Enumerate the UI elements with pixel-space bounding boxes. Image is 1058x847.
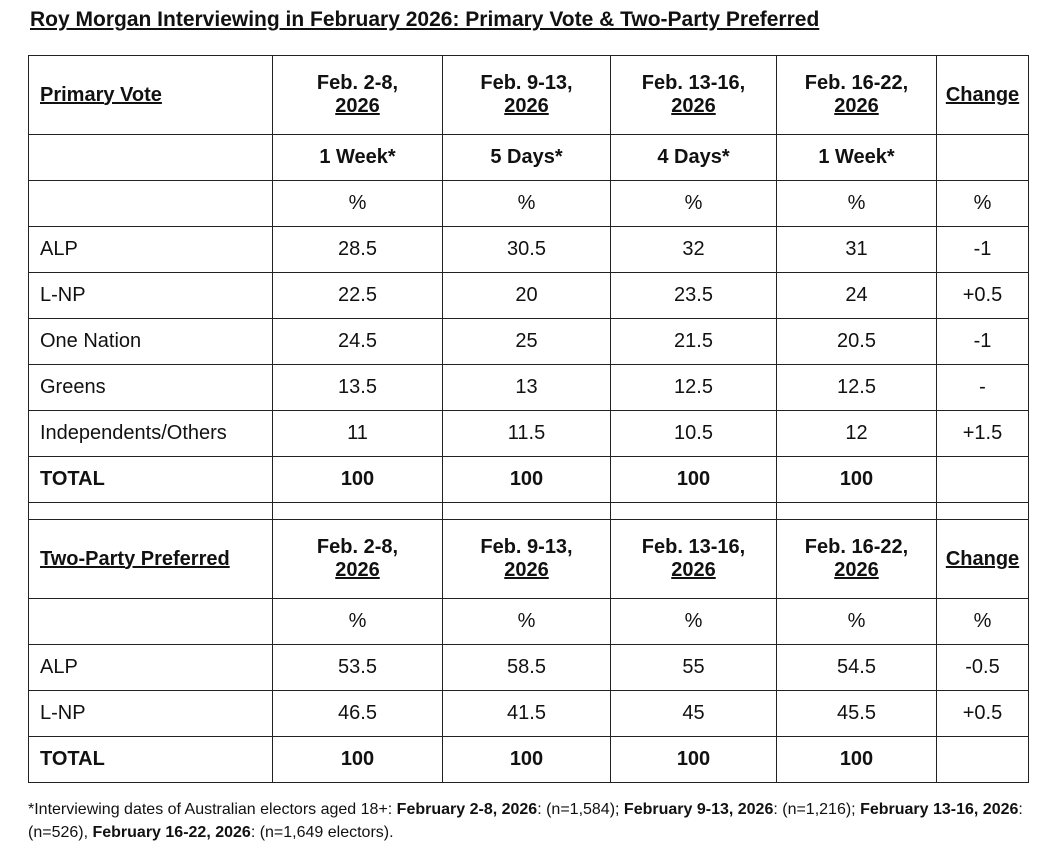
total-value: 100 <box>611 737 777 783</box>
primary-vote-total-row <box>29 457 1029 503</box>
change-label: Change <box>945 83 1020 106</box>
empty-cell <box>777 503 937 520</box>
total-value: 100 <box>273 737 443 783</box>
primary-vote-duration-row <box>29 135 1029 181</box>
footnote-sample: : (n=1,216); <box>773 801 861 818</box>
party-name: Independents/Others <box>29 411 273 457</box>
unit-cell: % <box>937 599 1029 645</box>
table-row <box>29 273 1029 319</box>
party-name: ALP <box>29 227 273 273</box>
period-dates: Feb. 16-22, <box>804 72 909 94</box>
value-cell: 11 <box>273 411 443 457</box>
value-cell: 54.5 <box>777 645 937 691</box>
primary-vote-period-header <box>443 56 611 135</box>
period-dates: Feb. 2-8, <box>316 536 399 558</box>
period-year: 2026 <box>671 559 716 581</box>
empty-cell <box>29 503 273 520</box>
unit-cell: % <box>611 599 777 645</box>
empty-cell <box>29 181 273 227</box>
value-cell: 46.5 <box>273 691 443 737</box>
unit-cell: % <box>443 599 611 645</box>
period-year: 2026 <box>834 559 879 581</box>
value-cell: 58.5 <box>443 645 611 691</box>
primary-vote-period-header <box>777 56 937 135</box>
party-name: One Nation <box>29 319 273 365</box>
two-party-preferred-section-label: Two-Party Preferred <box>29 520 273 599</box>
footnote-sample: : (n=1,649 electors). <box>250 824 394 841</box>
page-title: Roy Morgan Interviewing in February 2026: Primary Vote & Two-Party Preferred <box>30 8 820 31</box>
two-party-preferred-period-header <box>273 520 443 599</box>
change-cell: +0.5 <box>937 273 1029 319</box>
period-year: 2026 <box>335 95 380 117</box>
value-cell: 20.5 <box>777 319 937 365</box>
primary-vote-period-header <box>273 56 443 135</box>
empty-cell <box>611 503 777 520</box>
value-cell: 28.5 <box>273 227 443 273</box>
period-year: 2026 <box>671 95 716 117</box>
table-row <box>29 645 1029 691</box>
unit-cell: % <box>611 181 777 227</box>
value-cell: 21.5 <box>611 319 777 365</box>
footnote <box>28 798 1038 844</box>
table-row <box>29 691 1029 737</box>
value-cell: 31 <box>777 227 937 273</box>
change-label: Change <box>945 547 1020 570</box>
value-cell: 24 <box>777 273 937 319</box>
period-dates: Feb. 13-16, <box>641 536 746 558</box>
total-value: 100 <box>777 457 937 503</box>
party-name: ALP <box>29 645 273 691</box>
party-name: L-NP <box>29 691 273 737</box>
value-cell: 25 <box>443 319 611 365</box>
primary-vote-header-row <box>29 56 1029 135</box>
empty-cell <box>29 135 273 181</box>
primary-vote-period-header <box>611 56 777 135</box>
empty-cell <box>273 503 443 520</box>
party-name: L-NP <box>29 273 273 319</box>
party-name: Greens <box>29 365 273 411</box>
table-row <box>29 365 1029 411</box>
value-cell: 55 <box>611 645 777 691</box>
poll-table <box>28 55 1029 783</box>
empty-cell <box>29 599 273 645</box>
empty-cell <box>443 503 611 520</box>
period-duration: 4 Days* <box>611 135 777 181</box>
period-duration: 1 Week* <box>273 135 443 181</box>
two-party-preferred-period-header <box>443 520 611 599</box>
value-cell: 10.5 <box>611 411 777 457</box>
period-year: 2026 <box>504 559 549 581</box>
value-cell: 13 <box>443 365 611 411</box>
empty-cell <box>937 135 1029 181</box>
two-party-preferred-header-row <box>29 520 1029 599</box>
value-cell: 24.5 <box>273 319 443 365</box>
period-duration: 1 Week* <box>777 135 937 181</box>
change-cell: +1.5 <box>937 411 1029 457</box>
period-dates: Feb. 13-16, <box>641 72 746 94</box>
unit-cell: % <box>273 181 443 227</box>
table-row <box>29 319 1029 365</box>
footnote-date: February 16-22, 2026 <box>92 824 251 841</box>
total-value: 100 <box>777 737 937 783</box>
unit-cell: % <box>777 599 937 645</box>
footnote-date: February 9-13, 2026 <box>623 801 774 818</box>
two-party-preferred-period-header <box>777 520 937 599</box>
value-cell: 13.5 <box>273 365 443 411</box>
value-cell: 53.5 <box>273 645 443 691</box>
period-duration: 5 Days* <box>443 135 611 181</box>
change-cell: +0.5 <box>937 691 1029 737</box>
change-cell: -1 <box>937 227 1029 273</box>
change-cell: -1 <box>937 319 1029 365</box>
primary-vote-section-label: Primary Vote <box>29 56 273 135</box>
change-cell: - <box>937 365 1029 411</box>
period-year: 2026 <box>504 95 549 117</box>
footnote-date: February 13-16, 2026 <box>860 801 1019 818</box>
footnote-date: February 2-8, 2026 <box>396 801 538 818</box>
total-value: 100 <box>443 737 611 783</box>
value-cell: 12 <box>777 411 937 457</box>
unit-cell: % <box>273 599 443 645</box>
period-dates: Feb. 2-8, <box>316 72 399 94</box>
two-party-preferred-unit-row <box>29 599 1029 645</box>
total-value: 100 <box>611 457 777 503</box>
value-cell: 45.5 <box>777 691 937 737</box>
value-cell: 41.5 <box>443 691 611 737</box>
footnote-sample: : (n=526), <box>28 801 1023 841</box>
change-cell: -0.5 <box>937 645 1029 691</box>
period-dates: Feb. 9-13, <box>480 72 573 94</box>
total-label: TOTAL <box>29 737 273 783</box>
period-dates: Feb. 16-22, <box>804 536 909 558</box>
unit-cell: % <box>937 181 1029 227</box>
value-cell: 12.5 <box>777 365 937 411</box>
footnote-sample: : (n=1,584); <box>537 801 624 818</box>
total-label: TOTAL <box>29 457 273 503</box>
period-year: 2026 <box>834 95 879 117</box>
value-cell: 11.5 <box>443 411 611 457</box>
primary-vote-change-header <box>937 56 1029 135</box>
table-row <box>29 411 1029 457</box>
two-party-preferred-total-row <box>29 737 1029 783</box>
two-party-preferred-period-header <box>611 520 777 599</box>
empty-cell <box>937 457 1029 503</box>
value-cell: 22.5 <box>273 273 443 319</box>
value-cell: 12.5 <box>611 365 777 411</box>
period-year: 2026 <box>335 559 380 581</box>
total-value: 100 <box>273 457 443 503</box>
period-dates: Feb. 9-13, <box>480 536 573 558</box>
value-cell: 20 <box>443 273 611 319</box>
unit-cell: % <box>777 181 937 227</box>
value-cell: 30.5 <box>443 227 611 273</box>
poll-table-body <box>29 56 1029 783</box>
value-cell: 45 <box>611 691 777 737</box>
value-cell: 23.5 <box>611 273 777 319</box>
unit-cell: % <box>443 181 611 227</box>
empty-cell <box>937 737 1029 783</box>
primary-vote-unit-row <box>29 181 1029 227</box>
empty-cell <box>937 503 1029 520</box>
footnote-intro: *Interviewing dates of Australian electors aged 18+: <box>28 801 397 818</box>
section-gap-row <box>29 503 1029 520</box>
total-value: 100 <box>443 457 611 503</box>
table-row <box>29 227 1029 273</box>
value-cell: 32 <box>611 227 777 273</box>
two-party-preferred-change-header <box>937 520 1029 599</box>
